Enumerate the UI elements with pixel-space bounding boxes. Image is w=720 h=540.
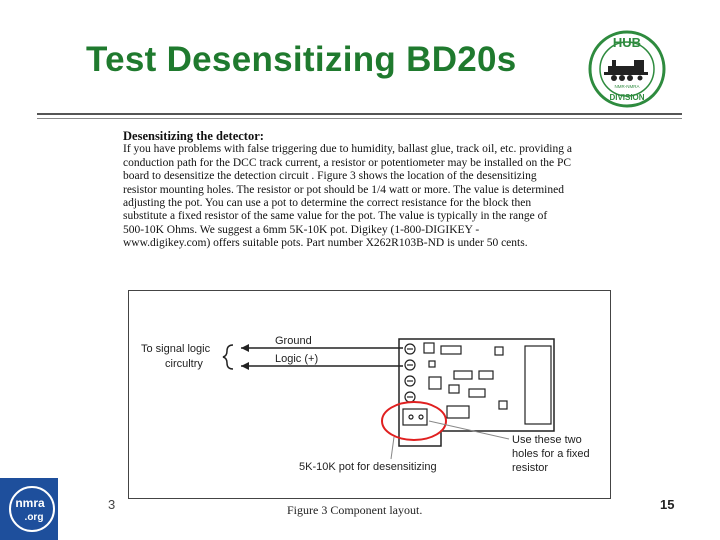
slide-title: Test Desensitizing BD20s [86,40,517,79]
component-layout-figure [128,290,611,499]
document-line: adjusting the pot. You can use a pot to determine the correct resistance for the block then [123,197,532,210]
label-use-holes-3: resistor [512,462,549,474]
document-line: board to desensitize the detection circuit . Figure 3 shows the location of the desensitizing [123,170,537,183]
label-logic: Logic (+) [275,353,319,365]
nmra-logo [0,478,58,540]
document-text-block [123,130,623,251]
document-line: If you have problems with false triggering due to humidity, ballast glue, track oil, etc. providing a [123,143,572,156]
figure-caption: Figure 3 Component layout. [287,503,423,517]
title-divider-thick [37,113,682,115]
hub-logo-top-text: HUB [612,35,642,50]
nmra-logo-text: nmra [15,496,45,510]
hub-logo-small-text: NMR-NMRA [614,84,640,89]
pot-component [403,409,427,425]
document-line: www.digikey.com) offers suitable pots. Part number X262R103B-ND is under 50 cents. [123,237,528,250]
document-line: resistor mounting holes. The resistor or pot should be 1/4 watt or more. The value is determined [123,183,564,196]
document-line: 500-10K Ohms. We suggest a 6mm 5K-10K pot. Digikey (1-800-DIGIKEY - [123,223,480,236]
document-line: conduction path for the DCC track current, a resistor or potentiometer may be installed on the PC [123,156,572,169]
brace-icon [223,345,233,369]
terminal-screws [405,344,415,402]
label-use-holes-1: Use these two [512,434,582,446]
label-signal-logic: To signal logic [141,343,211,355]
label-circuitry: circultry [165,358,203,370]
logic-arrow-icon [241,362,249,370]
title-divider-thin [37,118,682,119]
stray-digit: 3 [108,497,116,512]
label-use-holes-2: holes for a fixed [512,448,590,460]
label-ground: Ground [275,335,312,347]
label-pot: 5K-10K pot for desensitizing [299,461,437,473]
ground-arrow-icon [241,344,249,352]
document-line: substitute a fixed resistor of the same value for the pot. The value is typically in the range of [123,210,548,223]
hub-logo-bottom-text: DIVISION [609,93,645,102]
page-number: 15 [660,497,675,512]
document-heading: Desensitizing the detector: [123,129,264,143]
nmra-logo-suffix: .org [24,512,44,523]
pot-pointer-line [391,437,394,459]
hub-division-logo [588,30,666,108]
